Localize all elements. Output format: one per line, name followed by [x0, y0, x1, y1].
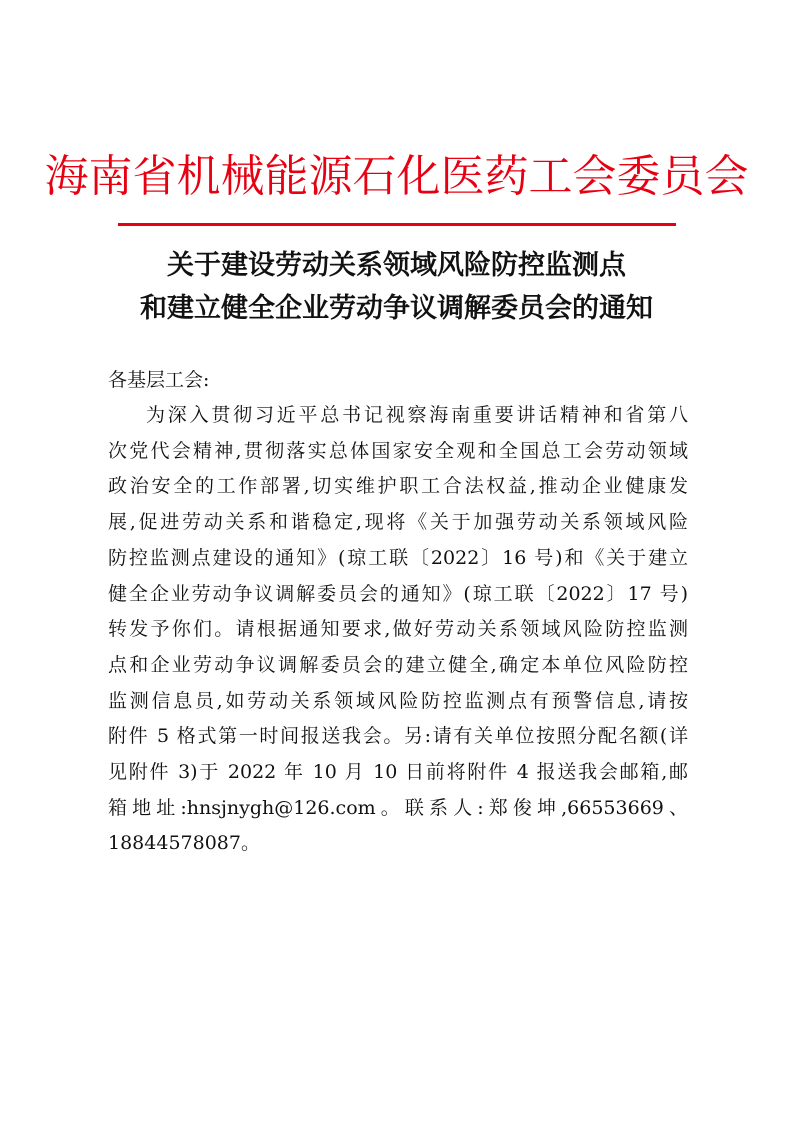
body-paragraph	[108, 398, 688, 862]
salutation: 各基层工会:	[108, 369, 210, 391]
body-line: 点和企业劳动争议调解委员会的建立健全,确定本单位风险防控	[108, 653, 688, 676]
body-line: 18844578087。	[108, 832, 260, 855]
body-line: 转发予你们。请根据通知要求,做好劳动关系领域风险防控监测	[108, 618, 688, 641]
body-line: 监测信息员,如劳动关系领域风险防控监测点有预警信息,请按	[108, 689, 688, 712]
body-line: 箱地址:hnsjnygh@126.com。联系人:郑俊坤,66553669、	[108, 796, 688, 819]
document-title	[0, 244, 793, 330]
body-line: 健全企业劳动争议调解委员会的通知》(琼工联〔2022〕17 号)	[108, 582, 688, 605]
body-line: 次党代会精神,贯彻落实总体国家安全观和全国总工会劳动领域	[108, 439, 688, 462]
header-red-rule	[118, 223, 676, 226]
title-line-1: 关于建设劳动关系领域风险防控监测点	[167, 250, 626, 281]
body-line: 展,促进劳动关系和谐稳定,现将《关于加强劳动关系领域风险	[108, 511, 688, 534]
body-line: 政治安全的工作部署,切实维护职工合法权益,推动企业健康发	[108, 475, 688, 498]
body-line: 附件 5 格式第一时间报送我会。另:请有关单位按照分配名额(详	[108, 725, 688, 748]
body-line: 防控监测点建设的通知》(琼工联〔2022〕16 号)和《关于建立	[108, 546, 688, 569]
organization-header: 海南省机械能源石化医药工会委员会	[44, 151, 749, 202]
title-line-2: 和建立健全企业劳动争议调解委员会的通知	[140, 293, 653, 324]
body-line: 为深入贯彻习近平总书记视察海南重要讲话精神和省第八	[146, 404, 688, 426]
body-line: 见附件 3)于 2022 年 10 月 10 日前将附件 4 报送我会邮箱,邮	[108, 761, 688, 784]
